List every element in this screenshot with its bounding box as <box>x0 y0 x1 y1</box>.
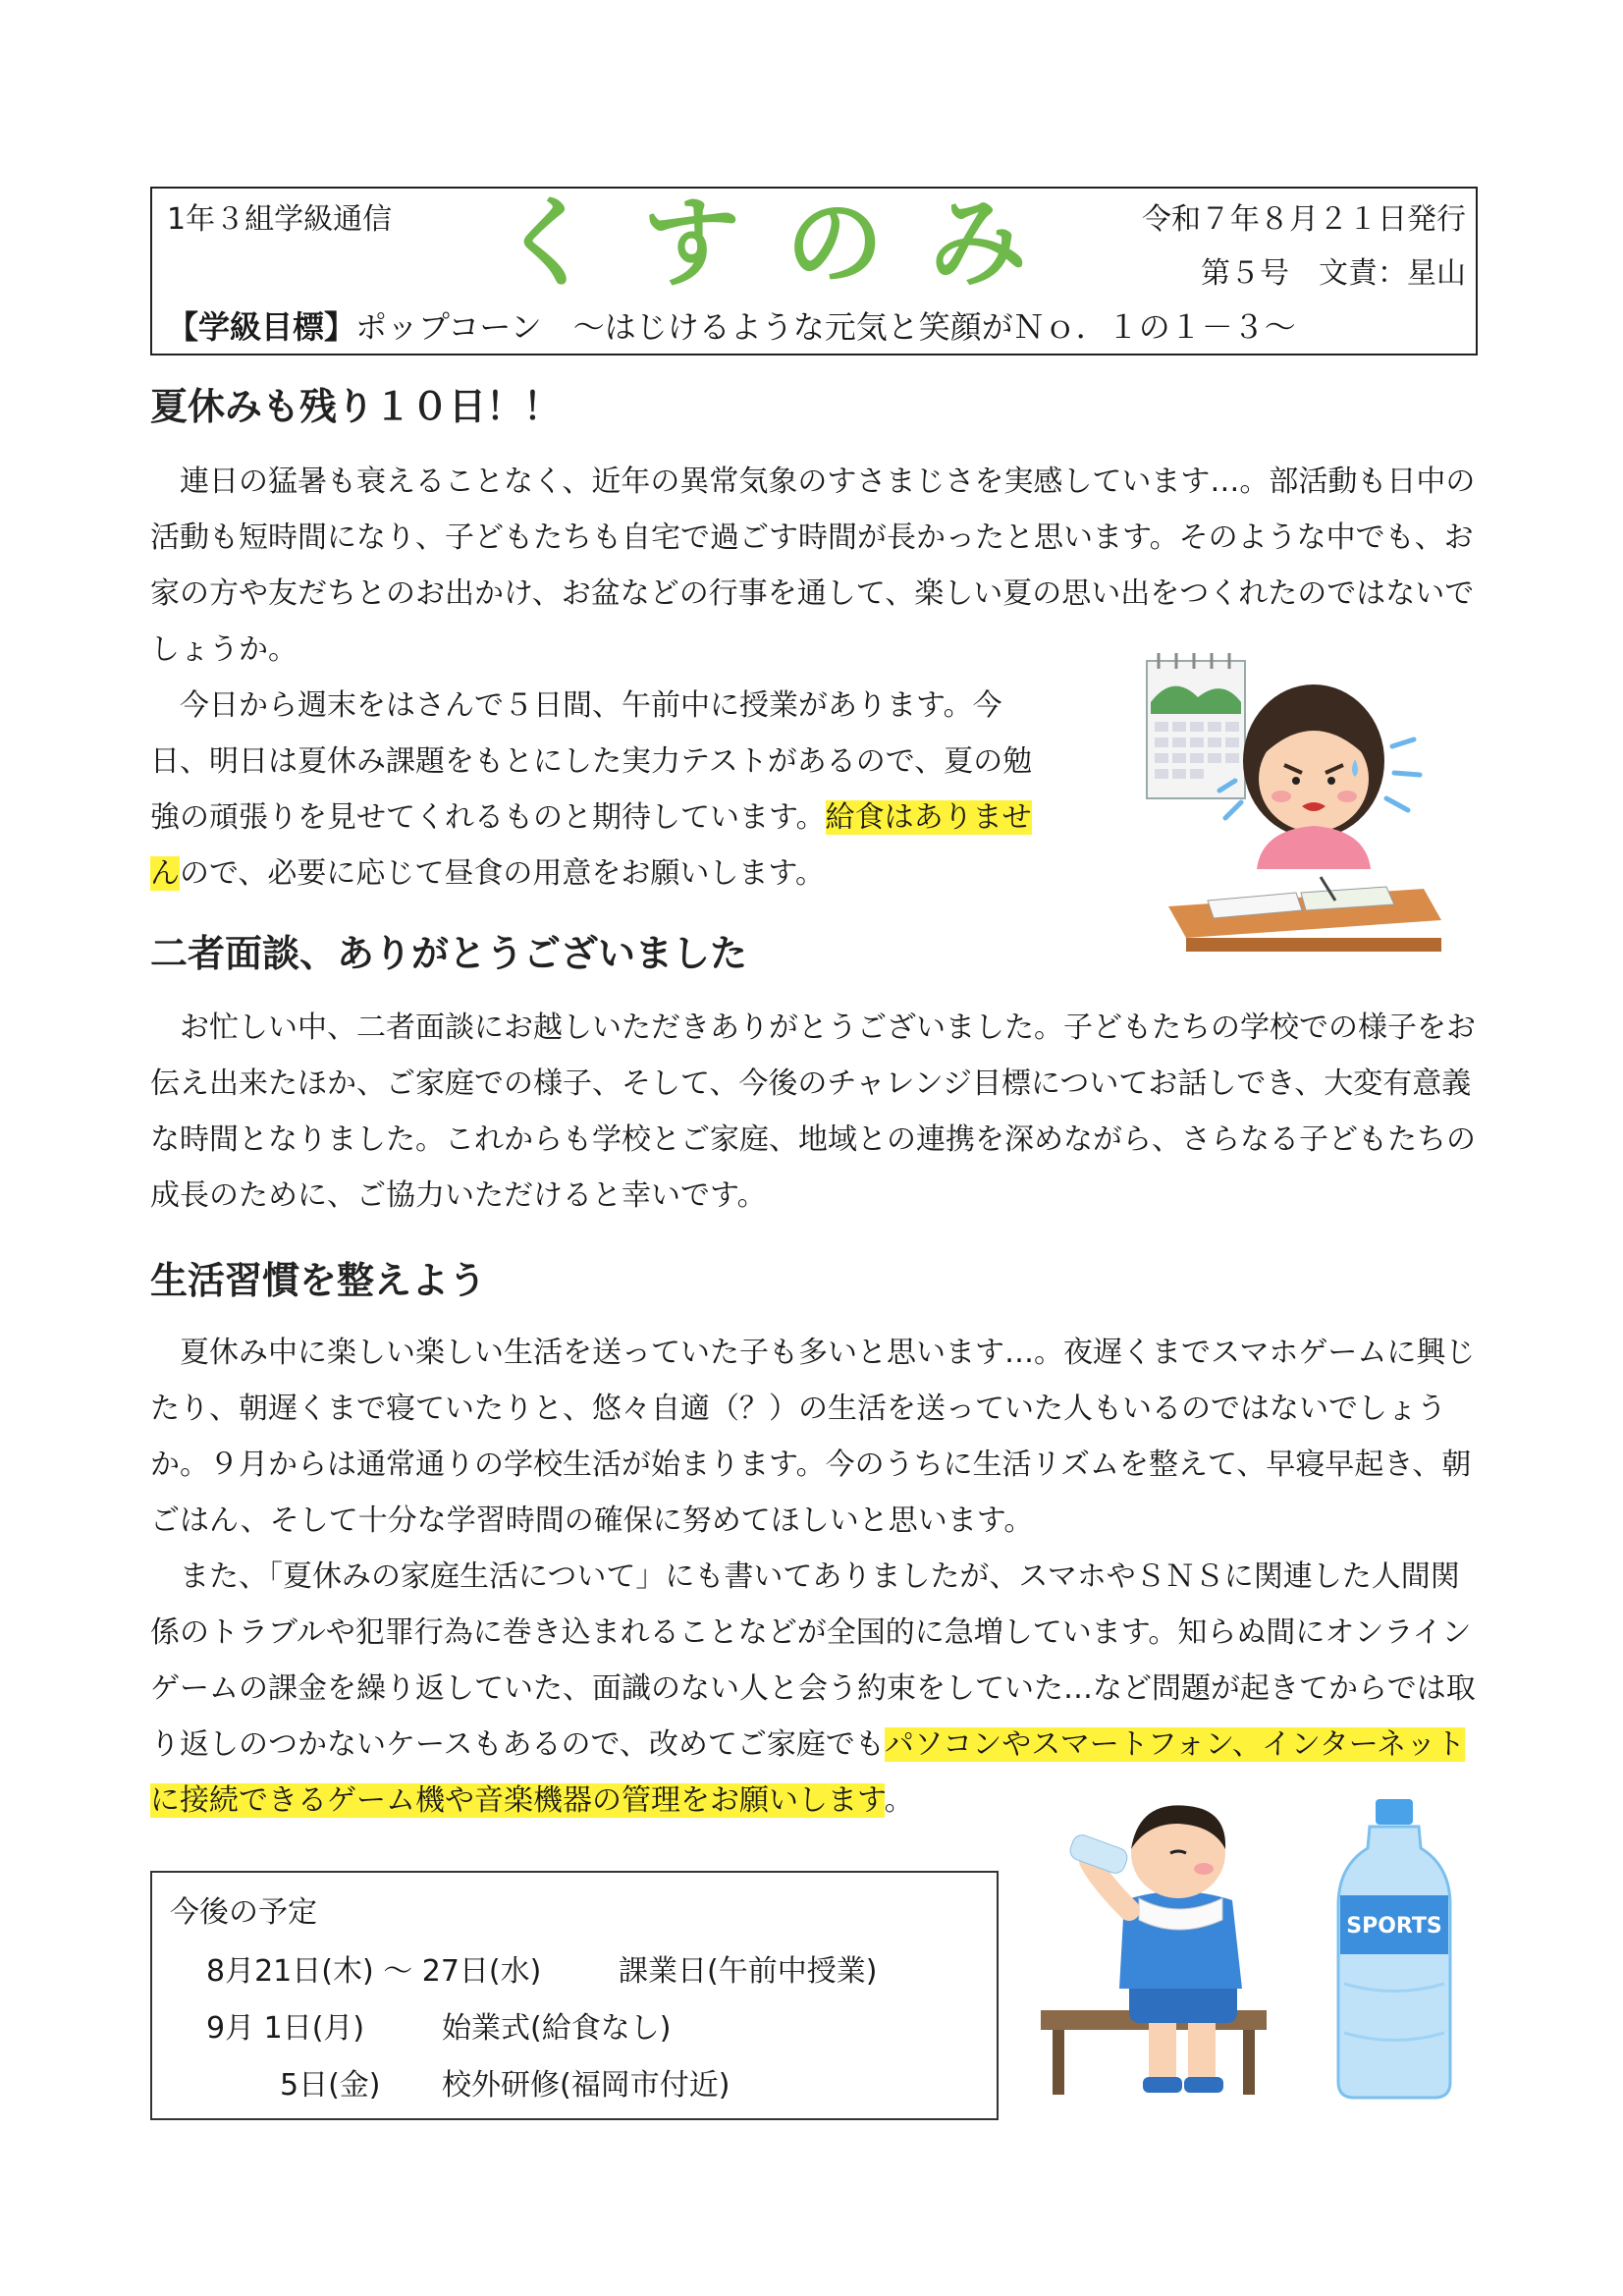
schedule-row-2-date: 9月 1日(月) <box>206 2011 365 2046</box>
section3-paragraph2 <box>150 1549 1478 1829</box>
studying-child-illustration <box>1129 643 1453 957</box>
section-title-summer-remaining: 夏休みも残り１０日！！ <box>150 385 562 428</box>
section3-p2-text-b: 。 <box>884 1783 914 1818</box>
section-title-daily-habits: 生活習慣を整えよう <box>150 1259 487 1302</box>
sports-drink-bottle-illustration <box>1330 1797 1458 2102</box>
calendar-icon <box>1147 653 1245 798</box>
section1-p2-text-b: ので、必要に応じて昼食の用意をお願いします。 <box>180 856 825 891</box>
section-title-interview-thanks: 二者面談、ありがとうございました <box>150 932 748 975</box>
class-goal-text: ポップコーン ～はじけるような元気と笑顔がＮｏ．１の１－３～ <box>355 308 1296 346</box>
bottle-label: SPORTS <box>1346 1914 1442 1939</box>
schedule-heading: 今後の予定 <box>170 1895 317 1930</box>
schedule-row-1-date: 8月21日(木) ～ 27日(水) <box>206 1954 542 1989</box>
schedule-row-3-date: 5日(金) <box>280 2068 381 2103</box>
newsletter-title: くすのみ <box>499 186 1072 301</box>
schedule-row-2-event: 始業式(給食なし) <box>442 2011 672 2046</box>
no-lunch-highlight: 給食はありません <box>150 800 1032 891</box>
schedule-row-1-event: 課業日(午前中授業) <box>619 1954 878 1989</box>
boy-drinking-illustration <box>1031 1792 1286 2106</box>
class-goal <box>167 302 1296 348</box>
device-management-highlight: パソコンやスマートフォン、インターネットに接続できるゲーム機や音楽機器の管理をお願いします <box>150 1727 1466 1818</box>
section3-p2-text-a: また、「夏休みの家庭生活について」にも書いてありましたが、スマホやＳＮＳに関連した人間関係のトラブルや犯罪行為に巻き込まれることなどが全国的に急増しています。知らぬ間にオンラインゲームの課金を繰り返していた、面識のない人と会う約束をしていた…など問題が起きてからでは取り返しのつかないケースもあるので、改めてご家庭でも <box>150 1559 1476 1762</box>
section1-p2-text-a: 今日から週末をはさんで５日間、午前中に授業があります。今日、明日は夏休み課題をもとにした実力テストがあるので、夏の勉強の頑張りを見せてくれるものと期待しています。 <box>150 688 1033 835</box>
section1-paragraph2 <box>150 678 1057 902</box>
class-newsletter-label: 1年３組学級通信 <box>167 202 393 237</box>
section2-paragraph1: お忙しい中、二者面談にお越しいただきありがとうございました。子どもたちの学校での様子をお伝え出来たほか、ご家庭での様子、そして、今後のチャレンジ目標についてお話しでき、大変有意義な時間となりました。これからも学校とご家庭、地域との連携を深めながら、さらなる子どもたちの成長のために、ご協力いただけると幸いです。 <box>150 1011 1476 1213</box>
issue-info: 第５号 文責：星山 <box>1201 256 1466 291</box>
issue-date: 令和７年８月２１日発行 <box>1142 202 1466 237</box>
schedule-row-3-event: 校外研修(福岡市付近) <box>442 2068 730 2103</box>
section3-paragraph1: 夏休み中に楽しい楽しい生活を送っていた子も多いと思います…。夜遅くまでスマホゲームに興じたり、朝遅くまで寝ていたりと、悠々自適（？）の生活を送っていた人もいるのではないでしょうか。９月からは通常通りの学校生活が始まります。今のうちに生活リズムを整えて、早寝早起き、朝ごはん、そして十分な学習時間の確保に努めてほしいと思います。 <box>150 1336 1476 1538</box>
section1-paragraph1: 連日の猛暑も衰えることなく、近年の異常気象のすさまじさを実感しています…。部活動も日中の活動も短時間になり、子どもたちも自宅で過ごす時間が長かったと思います。そのような中でも、お家の方や友だちとのお出かけ、お盆などの行事を通して、楽しい夏の思い出をつくれたのではないでしょうか。 <box>150 465 1476 667</box>
class-goal-label: 【学級目標】 <box>167 308 356 346</box>
